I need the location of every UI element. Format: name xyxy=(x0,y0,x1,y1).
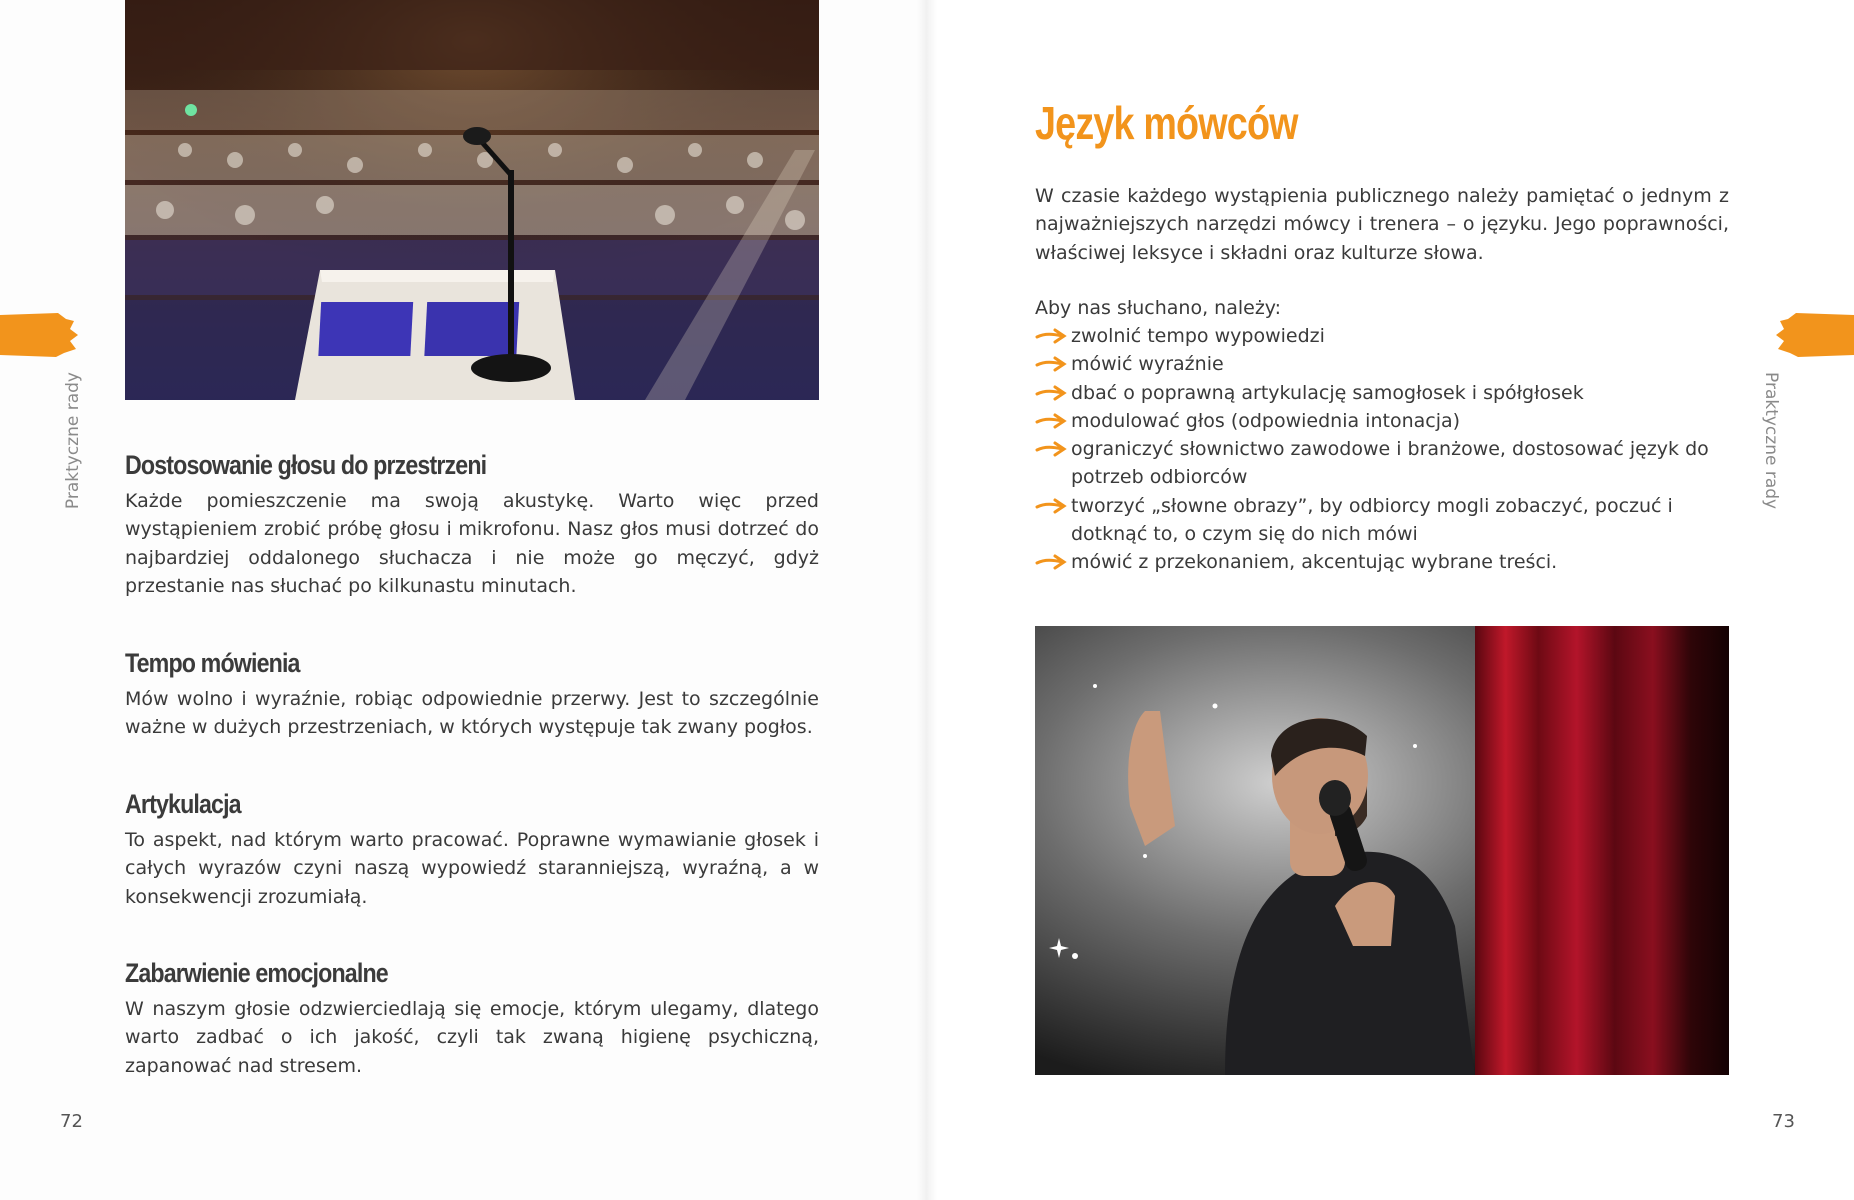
list-item xyxy=(1035,322,1729,350)
section-emotion xyxy=(125,958,819,1080)
list-lead: Aby nas słuchano, należy: xyxy=(1035,297,1282,319)
side-label-right: Praktyczne rady xyxy=(1761,372,1781,510)
list-item xyxy=(1035,492,1729,549)
list-item-text: mówić z przekonaniem, akcentując wybrane treści. xyxy=(1071,551,1558,574)
list-item xyxy=(1035,379,1729,407)
list-item-text: dbać o poprawną artykulację samogłosek i spółgłosek xyxy=(1071,381,1584,404)
section-title: Dostosowanie głosu do przestrzeni xyxy=(125,450,487,480)
list-item-text: tworzyć „słowne obrazy”, by odbiorcy mogli zobaczyć, poczuć i dotknąć to, o czym się do nich mówi xyxy=(1071,494,1673,546)
arrow-right-icon xyxy=(1035,441,1067,457)
list-item-text: modulować głos (odpowiednia intonacja) xyxy=(1071,409,1461,432)
list-item xyxy=(1035,548,1729,576)
section-articulation xyxy=(125,789,819,911)
page-gutter xyxy=(917,0,937,1200)
section-tempo xyxy=(125,648,819,742)
page-number-left: 72 xyxy=(60,1111,83,1132)
arrow-right-icon xyxy=(1035,498,1067,514)
page-title: Język mówców xyxy=(1035,97,1298,149)
speaker-photo xyxy=(1035,626,1729,1075)
list-item-text: ograniczyć słownictwo zawodowe i branżowe, dostosować język do potrzeb odbiorców xyxy=(1071,438,1709,489)
section-body: Mów wolno i wyraźnie, robiąc odpowiednie przerwy. Jest to szczególnie ważne w dużych przestrzeniach, w których występuje tak zwany pogłos. xyxy=(125,688,819,739)
list-item xyxy=(1035,350,1729,378)
arrow-right-icon xyxy=(1035,554,1067,570)
section-title: Artykulacja xyxy=(125,789,241,819)
audience-photo xyxy=(125,0,819,400)
list-item-text: mówić wyraźnie xyxy=(1071,353,1224,376)
list-item xyxy=(1035,407,1729,435)
list-item-text: zwolnić tempo wypowiedzi xyxy=(1071,325,1325,347)
arrow-right-icon xyxy=(1035,356,1067,372)
section-title: Tempo mówienia xyxy=(125,648,300,678)
section-body: Każde pomieszczenie ma swoją akustykę. Warto więc przed wystąpieniem zrobić próbę głosu i mikrofonu. Nasz głos musi dotrzeć do najbardziej oddalonego słuchacza i nie może go męczyć, gdyż przestanie nas słuchać po kilkunastu minutach. xyxy=(125,490,819,597)
list-item xyxy=(1035,435,1729,492)
arrow-right-icon xyxy=(1035,385,1067,401)
section-body: To aspekt, nad którym warto pracować. Poprawne wymawianie głosek i całych wyrazów czyni naszą wypowiedź staranniejszą, wyraźną, a w konsekwencji zrozumiałą. xyxy=(125,829,819,908)
section-body: W naszym głosie odzwierciedlają się emocje, którym ulegamy, dlatego warto zadbać o ich jakość, czyli tak zwaną higienę psychiczną, zapanować nad stresem. xyxy=(125,998,819,1077)
brush-stroke-tab-left xyxy=(0,311,80,359)
section-title: Zabarwienie emocjonalne xyxy=(125,958,388,988)
section-voice-space xyxy=(125,450,819,600)
advice-list xyxy=(1035,322,1729,577)
brush-stroke-tab-right xyxy=(1774,311,1854,359)
arrow-right-icon xyxy=(1035,413,1067,429)
intro-paragraph: W czasie każdego wystąpienia publicznego należy pamiętać o jednym z najważniejszych narzędzi mówcy i trenera – o języku. Jego poprawności, właściwej leksyce i składni oraz kulturze słowa. xyxy=(1035,185,1729,264)
page-number-right: 73 xyxy=(1772,1111,1795,1132)
side-label-left: Praktyczne rady xyxy=(63,372,83,510)
arrow-right-icon xyxy=(1035,328,1067,344)
